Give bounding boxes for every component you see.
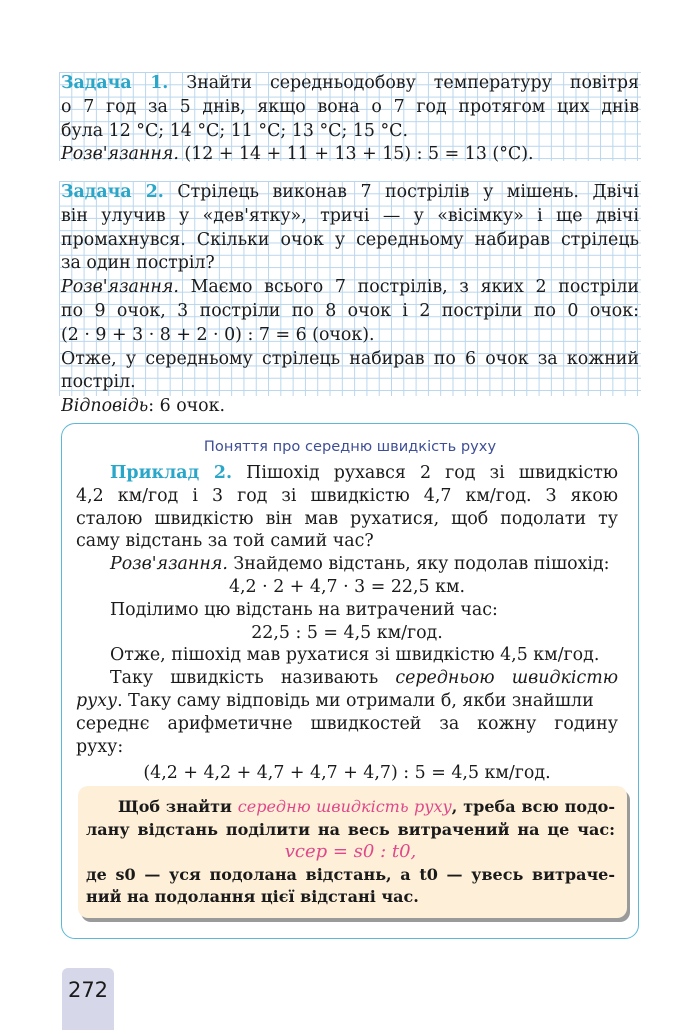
example-solution: Розв'язання. Знайдемо відстань, яку подолав пішохід: bbox=[110, 554, 610, 575]
example-line1: Приклад 2. Пішохід рухався 2 год зі швидкістю bbox=[110, 463, 618, 483]
term-line1: Таку швидкість називають середньою швидкістю bbox=[110, 668, 618, 689]
example-label: Приклад 2. bbox=[110, 463, 232, 483]
task2-solution-line4: Отже, у середньому стрілець набирав по 6 очок за кожний bbox=[61, 348, 639, 369]
formula-distance: 4,2 · 2 + 4,7 · 3 = 22,5 км. bbox=[228, 576, 466, 597]
rule-line1: Щоб знайти середню швидкість руху, треба всю подо- bbox=[118, 797, 615, 816]
example-line2: 4,2 км/год і 3 год зі швидкістю 4,7 км/год. З якою bbox=[76, 485, 618, 506]
term-line4: руху: bbox=[76, 736, 124, 757]
example-line4: саму відстань за той самий час? bbox=[76, 531, 374, 552]
task2-solution-line3: (2 · 9 + 3 · 8 + 2 · 0) : 7 = 6 (очок). bbox=[61, 324, 375, 345]
task1 bbox=[61, 72, 639, 167]
task2-answer: Відповідь: 6 очок. bbox=[61, 396, 226, 417]
task2-solution-line2: по 9 очок, 3 постріли по 8 очок і 2 постріли по 0 очок: bbox=[61, 300, 639, 321]
task1-solution: Розв'язання. (12 + 14 + 11 + 13 + 15) : 5 = 13 (°С). bbox=[61, 144, 534, 165]
rule-line2: лану відстань поділити на весь витрачений на це час: bbox=[86, 819, 615, 839]
task2-line4: за один постріл? bbox=[61, 253, 215, 274]
term-line3: середнє арифметичне швидкостей за кожну годину bbox=[76, 713, 618, 734]
task2-line3: промахнувся. Скільки очок у середньому набирав стрілець bbox=[61, 229, 639, 250]
conclusion: Отже, пішохід мав рухатися зі швидкістю 4,5 км/год. bbox=[110, 645, 600, 666]
concept-title: Поняття про середню швидкість руху bbox=[203, 438, 497, 455]
divide-text: Поділимо цю відстань на витрачений час: bbox=[110, 599, 498, 620]
example-line3: сталою швидкістю він мав рухатися, щоб подолати ту bbox=[76, 508, 618, 529]
task1-line3: була 12 °С; 14 °С; 11 °С; 13 °С; 15 °С. bbox=[61, 120, 409, 141]
task1-line1: Задача 1. Знайти середньодобову температуру повітря bbox=[61, 73, 639, 93]
rule-box bbox=[78, 786, 627, 918]
rule-line5: ний на подолання цієї відстані час. bbox=[86, 887, 419, 906]
task2 bbox=[61, 181, 639, 419]
task2-label: Задача 2. bbox=[61, 182, 164, 202]
formula-average: (4,2 + 4,2 + 4,7 + 4,7 + 4,7) : 5 = 4,5 км/год. bbox=[143, 763, 551, 784]
page-number: 272 bbox=[67, 978, 109, 1002]
term-highlight: середньою швидкістю bbox=[395, 668, 618, 689]
task2-line2: він улучив у «дев'ятку», тричі — у «вісімку» і ще двічі bbox=[61, 205, 639, 226]
rule-line4: де s0 — уся подолана відстань, а t0 — увесь витраче- bbox=[86, 864, 615, 884]
rule-formula: vсер = s0 : t0, bbox=[284, 841, 417, 862]
rule-term: середню швидкість руху bbox=[237, 797, 452, 816]
task2-line1: Задача 2. Стрілець виконав 7 пострілів у мішень. Двічі bbox=[61, 182, 639, 202]
term-line2: руху. Таку саму відповідь ми отримали б, якби знайшли bbox=[76, 690, 594, 711]
task2-solution-line1: Розв'язання. Маємо всього 7 пострілів, з яких 2 постріли bbox=[61, 277, 639, 298]
task1-label: Задача 1. bbox=[61, 73, 169, 93]
task1-line2: о 7 год за 5 днів, якщо вона о 7 год протягом цих днів bbox=[61, 96, 639, 117]
rule-text bbox=[86, 796, 615, 909]
formula-speed: 22,5 : 5 = 4,5 км/год. bbox=[251, 622, 443, 643]
task2-solution-line5: постріл. bbox=[61, 372, 136, 393]
example bbox=[76, 462, 618, 785]
